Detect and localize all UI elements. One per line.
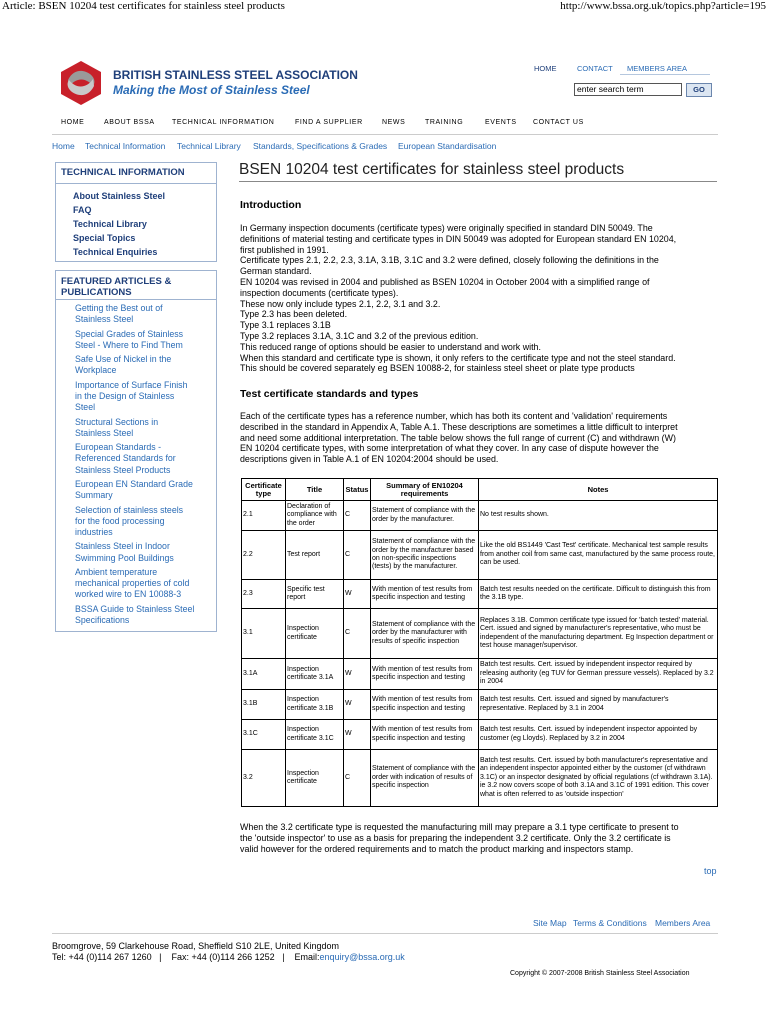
featured-link[interactable] <box>75 329 215 351</box>
nav-item-find-supplier[interactable]: FIND A SUPPLIER <box>295 119 363 126</box>
featured-link[interactable] <box>75 303 215 325</box>
featured-link-line: Specifications <box>75 614 130 625</box>
table-cell-summary: With mention of test results from specific inspection and testing <box>371 659 479 690</box>
paragraph-line: Each of the certificate types has a reference number, which has both its content and 'validation' requirements <box>240 411 668 421</box>
paragraph-line: EN 10204 certificate types, with some interpretation of what they cover. In any case of dispute however the <box>240 443 659 454</box>
table-row <box>242 720 718 750</box>
print-header-title: Article: BSEN 10204 test certificates for stainless steel products <box>2 0 285 12</box>
table-header-status: Status <box>344 479 371 501</box>
table-cell-title: Declaration of compliance with the order <box>286 501 344 531</box>
table-cell-summary: Statement of compliance with the order by the manufacturer. <box>371 501 479 531</box>
nav-item-news[interactable]: NEWS <box>382 119 406 126</box>
featured-link-line: Stainless Steel <box>75 314 134 325</box>
table-cell-title: Inspection certificate 3.1A <box>286 659 344 690</box>
table-cell-status: W <box>344 659 371 690</box>
sidebar-link-faq[interactable]: FAQ <box>73 205 92 215</box>
table-cell-notes: Like the old BS1449 'Cast Test' certificate. Mechanical test sample results from another coil from same cast, manufactured by the same process route, can be used. <box>479 531 718 580</box>
footer-fax: Fax: +44 (0)114 266 1252 <box>171 952 275 962</box>
paragraph-line: In Germany inspection documents (certificate types) were originally specified in standard DIN 50049. The <box>240 223 653 233</box>
featured-link-line: Ambient temperature <box>75 566 158 577</box>
standards-heading: Test certificate standards and types <box>240 388 419 400</box>
paragraph-line: When the 3.2 certificate type is requested the manufacturing mill may prepare a 3.1 type certificate to present to <box>240 822 679 832</box>
featured-title-line-1: FEATURED ARTICLES & <box>61 276 172 287</box>
table-cell-title: Test report <box>286 531 344 580</box>
featured-link-line: Importance of Surface Finish <box>75 379 188 390</box>
paragraph-line: descriptions given in Table A.1 of EN 10204:2004 should be used. <box>240 454 499 465</box>
paragraph-line: first published in 1991. <box>240 244 329 255</box>
table-row <box>242 609 718 659</box>
top-link-members[interactable]: MEMBERS AREA <box>627 64 688 73</box>
featured-link-line: Structural Sections in <box>75 416 159 427</box>
sidebar-technical-info <box>55 162 217 262</box>
table-cell-notes: Batch test results needed on the certificate. Difficult to distinguish this from the 3.1B type. <box>479 580 718 609</box>
table-cell-status: W <box>344 580 371 609</box>
featured-link-line: Summary <box>75 490 113 501</box>
featured-link[interactable] <box>75 505 215 539</box>
table-header-notes: Notes <box>479 479 718 501</box>
table-cell-type: 2.3 <box>242 580 286 609</box>
table-cell-notes: No test results shown. <box>479 501 718 531</box>
table-cell-type: 3.1C <box>242 720 286 750</box>
table-cell-title: Inspection certificate 3.1C <box>286 720 344 750</box>
nav-item-about[interactable]: ABOUT BSSA <box>104 119 155 126</box>
table-cell-status: W <box>344 720 371 750</box>
table-cell-title: Inspection certificate <box>286 750 344 807</box>
nav-divider <box>52 134 718 135</box>
table-header-title: Title <box>286 479 344 501</box>
featured-title <box>61 276 171 298</box>
featured-link-line: Safe Use of Nickel in the <box>75 354 172 365</box>
featured-link-line: mechanical properties of cold <box>75 578 190 589</box>
sidebar-link-special-topics[interactable]: Special Topics <box>73 233 136 243</box>
table-cell-notes: Batch test results. Cert. issued by independent inspector appointed by customer (eg Lloyds). Replaced by 3.2 in 2004 <box>479 720 718 750</box>
featured-link-line: Referenced Standards for <box>75 453 176 464</box>
intro-heading: Introduction <box>240 199 302 211</box>
paragraph-line: valid however for the ordered requirements and to match the product marking and inspectors stamp. <box>240 843 634 854</box>
sidebar-section-title: TECHNICAL INFORMATION <box>61 167 185 178</box>
featured-link[interactable] <box>75 442 215 476</box>
footer-tel: Tel: +44 (0)114 267 1260 <box>52 952 152 962</box>
featured-link-line: Selection of stainless steels <box>75 504 184 515</box>
sidebar-title-rule <box>56 183 216 184</box>
table-cell-type: 3.1B <box>242 690 286 720</box>
breadcrumb-home[interactable]: Home <box>52 141 75 151</box>
nav-item-training[interactable]: TRAINING <box>425 119 464 126</box>
table-cell-notes: Batch test results. Cert. issued and signed by manufacturer's representative. Replaced by 3.1 in 2004 <box>479 690 718 720</box>
featured-link-line: Steel <box>75 402 96 413</box>
featured-link-line: worked wire to EN 10088-3 <box>75 589 182 600</box>
standards-paragraph <box>240 411 718 465</box>
footer-email-label: Email: <box>294 952 320 962</box>
table-row <box>242 531 718 580</box>
paragraph-line: Type 2.3 has been deleted. <box>240 309 348 320</box>
table-cell-type: 2.2 <box>242 531 286 580</box>
featured-link-line: European Standards - <box>75 442 162 453</box>
table-cell-notes: Replaces 3.1B. Common certificate type issued for 'batch tested' material. Cert. issued and signed by manufacturer's representative, who must be independent of the manufacturing department. Eg Inspection department or test house manager/supervisor. <box>479 609 718 659</box>
sidebar-link-technical-library[interactable]: Technical Library <box>73 219 147 229</box>
nav-item-home[interactable]: HOME <box>61 119 85 126</box>
table-header-type: Certificate type <box>242 479 286 501</box>
breadcrumb-technical-information[interactable]: Technical Information <box>85 141 166 151</box>
title-divider <box>239 181 717 182</box>
page-title: BSEN 10204 test certificates for stainless steel products <box>239 161 625 178</box>
featured-link-line: BSSA Guide to Stainless Steel <box>75 603 195 614</box>
table-cell-summary: With mention of test results from specific inspection and testing <box>371 720 479 750</box>
nav-item-contact-us[interactable]: CONTACT US <box>533 119 584 126</box>
closing-paragraph <box>240 822 718 854</box>
table-row <box>242 750 718 807</box>
breadcrumb-standards[interactable]: Standards, Specifications & Grades <box>253 141 388 151</box>
table-row <box>242 659 718 690</box>
footer-address-block <box>52 941 405 963</box>
table-cell-title: Inspection certificate 3.1B <box>286 690 344 720</box>
paragraph-line: German standard. <box>240 266 312 277</box>
paragraph-line: and need some additional interpretation. The table below shows the full range of current (C) and withdrawn (W) <box>240 432 676 443</box>
paragraph-line: EN 10204 was revised in 2004 and published as BSEN 10204 in October 2004 with a simplified range of <box>240 276 650 287</box>
copyright: Copyright © 2007-2008 British Stainless Steel Association <box>510 970 690 977</box>
paragraph-line: These now only include types 2.1, 2.2, 3.1 and 3.2. <box>240 298 441 309</box>
tagline: Making the Most of Stainless Steel <box>113 83 310 97</box>
table-cell-summary: With mention of test results from specific inspection and testing <box>371 690 479 720</box>
featured-link-line: in the Design of Stainless <box>75 390 175 401</box>
footer-contact-line: Tel: +44 (0)114 267 1260 | Fax: +44 (0)114 266 1252 | Email:enquiry@bssa.org.uk <box>52 952 405 962</box>
table-cell-title: Inspection certificate <box>286 609 344 659</box>
top-link-contact[interactable]: CONTACT <box>577 64 613 73</box>
table-cell-notes: Batch test results. Cert. issued by both manufacturer's representative and an independent inspector appointed either by the customer (cf withdrawn 3.1C) or an inspector designated by official regulations (cf withdrawn 3.1A). ie 3.2 now covers scope of both 3.1A and 3.1C of 1991 edition. This cover what is often referred to as 'outside inspection' <box>479 750 718 807</box>
featured-link-line: European EN Standard Grade <box>75 478 193 489</box>
top-link-home[interactable]: HOME <box>534 64 557 73</box>
intro-paragraph <box>240 223 718 374</box>
featured-link[interactable] <box>75 567 215 601</box>
featured-link-line: Stainless Steel in Indoor <box>75 541 170 552</box>
table-cell-type: 3.2 <box>242 750 286 807</box>
footer-email-link[interactable]: enquiry@bssa.org.uk <box>319 952 405 962</box>
paragraph-line: described in the standard in Appendix A, Table A.1. These descriptions are sometimes a little difficult to interpret <box>240 421 678 432</box>
table-cell-status: C <box>344 501 371 531</box>
featured-link[interactable] <box>75 354 215 376</box>
featured-title-rule <box>56 299 216 300</box>
table-cell-type: 3.1A <box>242 659 286 690</box>
featured-link[interactable] <box>75 604 215 626</box>
featured-link-line: Special Grades of Stainless <box>75 328 184 339</box>
bssa-logo-icon[interactable] <box>60 60 102 106</box>
footer-link-terms[interactable]: Terms & Conditions <box>573 918 647 928</box>
footer-link-members-area[interactable]: Members Area <box>655 918 711 928</box>
table-cell-title: Specific test report <box>286 580 344 609</box>
table-cell-status: C <box>344 609 371 659</box>
featured-link-line: Getting the Best out of <box>75 303 163 313</box>
nav-item-technical-information[interactable]: TECHNICAL INFORMATION <box>172 119 275 126</box>
featured-list <box>75 303 215 629</box>
paragraph-line: When this standard and certificate type is shown, it only refers to the certificate type and not the steel standard. <box>240 352 676 363</box>
featured-link[interactable] <box>75 479 215 501</box>
featured-title-line-2: PUBLICATIONS <box>61 287 132 298</box>
paragraph-line: This reduced range of options should be easier to understand and work with. <box>240 341 541 352</box>
table-cell-status: C <box>344 531 371 580</box>
featured-link-line: Swimming Pool Buildings <box>75 552 174 563</box>
org-name[interactable]: BRITISH STAINLESS STEEL ASSOCIATION <box>113 68 358 82</box>
featured-link[interactable] <box>75 417 215 439</box>
table-cell-status: W <box>344 690 371 720</box>
sidebar-featured-articles <box>55 270 217 632</box>
members-underline <box>620 74 710 75</box>
table-cell-notes: Batch test results. Cert. issued by independent inspector required by releasing authority (eg TUV for German pressure vessels). Replaced by 3.2 in 2004 <box>479 659 718 690</box>
certificate-table <box>241 478 718 807</box>
table-header-summary: Summary of EN10204 requirements <box>371 479 479 501</box>
breadcrumb-european-standardisation[interactable]: European Standardisation <box>398 141 497 151</box>
table-cell-summary: With mention of test results from specific inspection and testing <box>371 580 479 609</box>
sidebar-link-about-stainless-steel[interactable]: About Stainless Steel <box>73 191 166 201</box>
table-cell-summary: Statement of compliance with the order with indication of results of specific inspection <box>371 750 479 807</box>
paragraph-line: Type 3.1 replaces 3.1B <box>240 320 331 331</box>
footer-link-site-map[interactable]: Site Map <box>533 918 567 928</box>
table-cell-type: 2.1 <box>242 501 286 531</box>
print-header-url: http://www.bssa.org.uk/topics.php?article=195 <box>560 0 766 12</box>
featured-link[interactable] <box>75 380 215 414</box>
paragraph-line: definitions of material testing and certificate types in DIN 50049 was adopted for European standard EN 10204, <box>240 233 677 244</box>
featured-link-line: Workplace <box>75 365 117 376</box>
featured-link-line: Stainless Steel <box>75 427 134 438</box>
back-to-top-link[interactable]: top <box>704 866 717 876</box>
table-cell-status: C <box>344 750 371 807</box>
paragraph-line: inspection documents (certificate types). <box>240 287 399 298</box>
paragraph-line: Type 3.2 replaces 3.1A, 3.1C and 3.2 of the previous edition. <box>240 330 479 341</box>
paragraph-line: This should be covered separately eg BSEN 10088-2, for stainless steel sheet or plate type products <box>240 363 635 374</box>
featured-link-line: for the food processing <box>75 515 165 526</box>
footer-address: Broomgrove, 59 Clarkehouse Road, Sheffield S10 2LE, United Kingdom <box>52 941 340 951</box>
paragraph-line: Certificate types 2.1, 2.2, 2.3, 3.1A, 3.1B, 3.1C and 3.2 were defined, closely following the definitions in the <box>240 255 659 266</box>
nav-item-events[interactable]: EVENTS <box>485 119 517 126</box>
featured-link-line: Steel - Where to Find Them <box>75 339 183 350</box>
table-cell-summary: Statement of compliance with the order by the manufacturer with results of specific inspection <box>371 609 479 659</box>
search-input[interactable]: enter search term <box>574 83 682 96</box>
featured-link-line: Stainless Steel Products <box>75 464 171 475</box>
sidebar-link-technical-enquiries[interactable]: Technical Enquiries <box>73 247 158 257</box>
table-row <box>242 690 718 720</box>
featured-link-line: industries <box>75 526 113 537</box>
print-header <box>0 0 768 14</box>
table-row <box>242 580 718 609</box>
search-go-button[interactable]: GO <box>686 83 712 97</box>
breadcrumb-technical-library[interactable]: Technical Library <box>177 141 241 151</box>
paragraph-line: the 'outside inspector' to use as a basis for preparing the independent 3.2 certificate. Only the 3.2 certificate is <box>240 832 671 843</box>
table-cell-summary: Statement of compliance with the order by the manufacturer based on non-specific inspections (tests) by the manufacturer. <box>371 531 479 580</box>
table-cell-type: 3.1 <box>242 609 286 659</box>
table-row <box>242 501 718 531</box>
footer-divider <box>52 933 718 934</box>
featured-link[interactable] <box>75 541 215 563</box>
